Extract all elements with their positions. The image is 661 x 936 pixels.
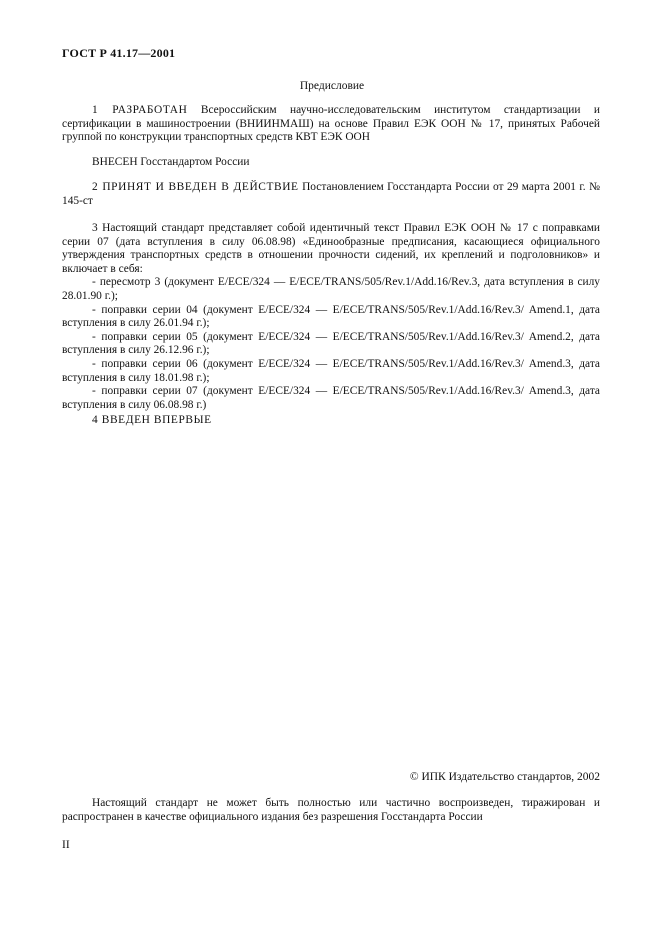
item1-caps: 1 РАЗРАБОТАН [92,104,188,116]
item4-text: 4 ВВЕДЕН ВПЕРВЫЕ [92,414,212,426]
list-item: - поправки серии 05 (документ E/ECE/324 — E/ECE/TRANS/505/Rev.1/Add.16/Rev.3/ Amend.2, дата вступления в силу 26.12.96 г.); [62,330,600,357]
item2-caps: 2 ПРИНЯТ И ВВЕДЕН В ДЕЙСТВИЕ [92,181,299,193]
page-number: II [62,839,70,851]
list-item: - поправки серии 07 (документ E/ECE/324 — E/ECE/TRANS/505/Rev.1/Add.16/Rev.3/ Amend.3, дата вступления в силу 06.08.98 г.) [62,385,600,411]
list-item: - поправки серии 06 (документ E/ECE/324 — E/ECE/TRANS/505/Rev.1/Add.16/Rev.3/ Amend.3, дата вступления в силу 18.01.98 г.); [62,357,600,384]
item1-text: Всероссийским научно-исследовательским институтом стандартизации и сертификации в машиностроении (ВНИИНМАШ) на основе Правил ЕЭК ООН № 17, принятых Рабочей группой по конструкции транспортных средств КВТ ЕЭК ООН [62,104,600,144]
reproduction-notice [62,797,600,824]
page-title: Предисловие [299,80,365,92]
item2-text: Постановлением Госстандарта России от 29 марта 2001 г. № 145-ст [62,181,600,207]
copyright-line: © ИПК Издательство стандартов, 2002 [409,771,600,783]
standard-code: ГОСТ Р 41.17—2001 [62,46,176,60]
notice-text: Настоящий стандарт не может быть полностью или частично воспроизведен, тиражирован и распространен в качестве официального издания без разрешения Госстандарта России [62,797,600,823]
preface-introduced [62,156,600,170]
preface-item-3 [62,222,600,412]
preface-item-2 [62,181,600,208]
preface-item-4 [62,414,600,428]
introduced-text: ВНЕСЕН Госстандартом России [92,156,250,168]
list-item: - пересмотр 3 (документ E/ECE/324 — E/ECE/TRANS/505/Rev.1/Add.16/Rev.3, дата вступления в силу 28.01.90 г.); [62,276,600,302]
preface-item-1 [62,104,600,145]
item3-intro: 3 Настоящий стандарт представляет собой идентичный текст Правил ЕЭК ООН № 17 с поправками серии 07 (дата вступления в силу 06.08.98) «Единообразные предписания, касающиеся официального утверждения транспортных средств в отношении прочности сидений, их креплений и подголовников» и включает в себя: [62,222,600,275]
list-item: - поправки серии 04 (документ E/ECE/324 — E/ECE/TRANS/505/Rev.1/Add.16/Rev.3/ Amend.1, дата вступления в силу 26.01.94 г.); [62,303,600,330]
